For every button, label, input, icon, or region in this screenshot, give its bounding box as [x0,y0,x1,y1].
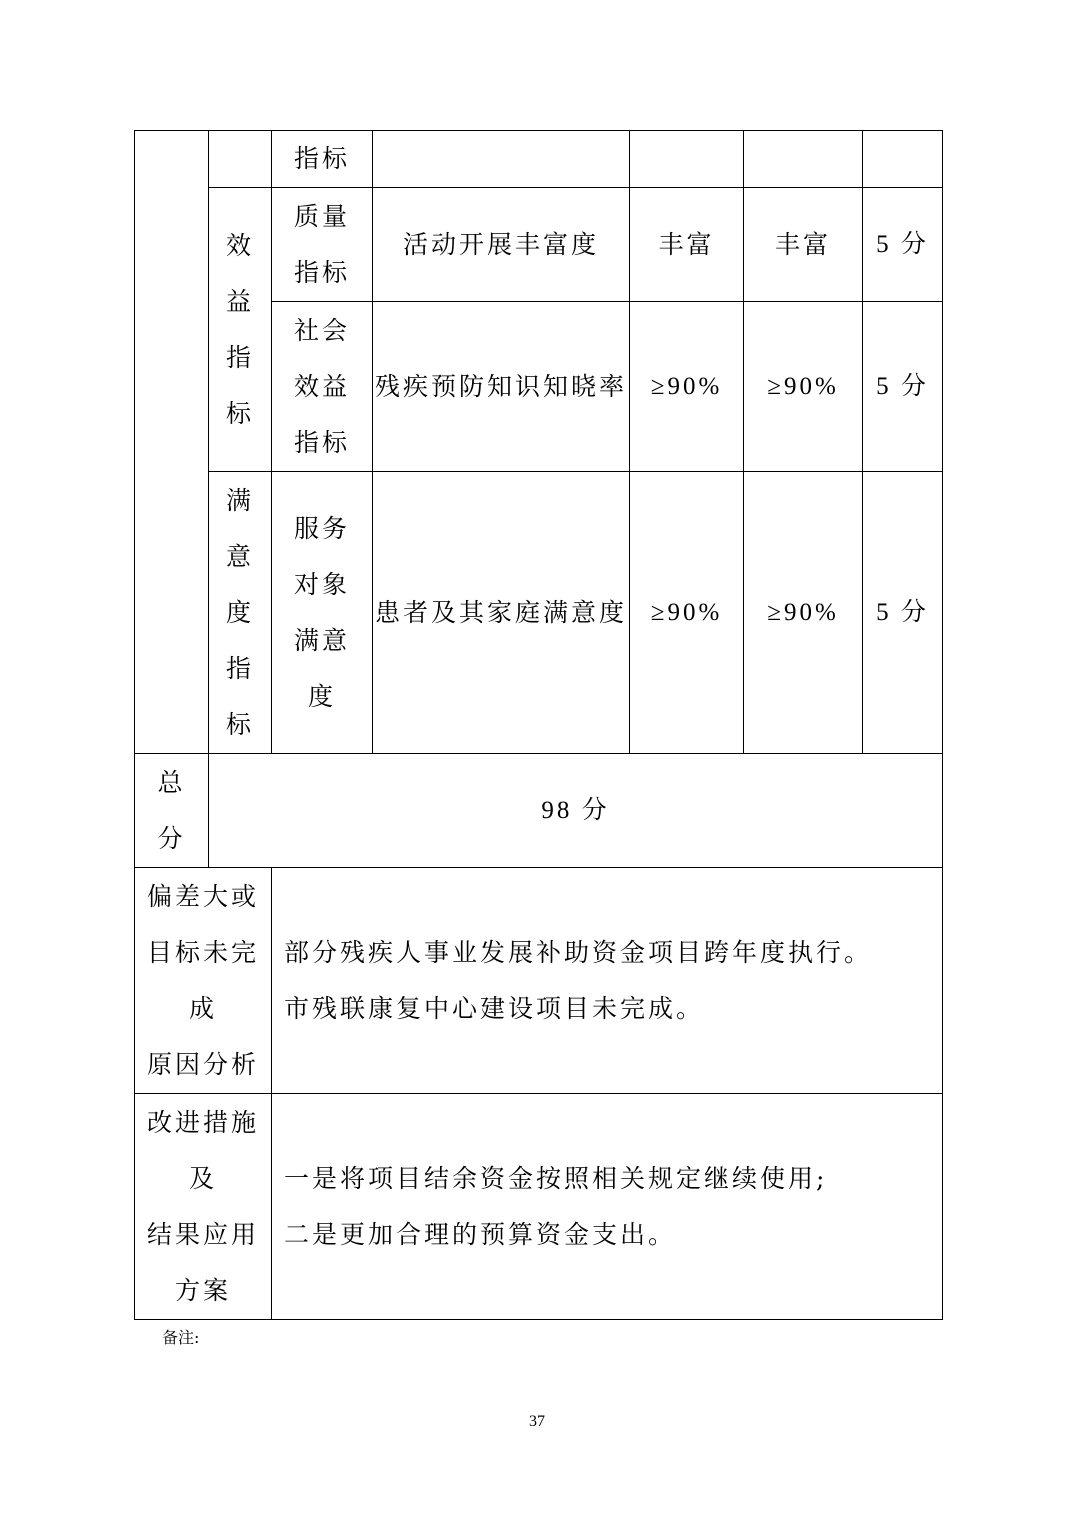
blank-cell [744,131,863,188]
stacked-text: 结果应用 [146,1219,259,1249]
stacked-text: 指 [225,342,254,372]
improvement-label-cell [135,1094,272,1320]
stacked-text: 意 [225,541,254,571]
sub-indicator-cell-satisfaction [272,472,373,754]
content-line: 二是更加合理的预算资金支出。 [284,1219,677,1249]
stacked-text: 及 [188,1163,217,1193]
content-line: 部分残疾人事业发展补助资金项目跨年度执行。 [284,937,873,967]
performance-table [134,130,943,1320]
deviation-content-cell [272,868,943,1094]
table-row [135,868,943,1094]
note-label: 备注: [162,1328,200,1347]
blank-cell [373,131,630,188]
stacked-text: 质量 [293,201,350,231]
stacked-text: 成 [188,993,217,1023]
stacked-text: 益 [225,286,254,316]
page-number: 37 [529,1413,545,1430]
stacked-text: 指 [225,653,254,683]
content-line: 市残联康复中心建设项目未完成。 [284,993,705,1023]
stacked-text: 标 [225,398,254,428]
stacked-text: 满意 [293,625,350,655]
actual-cell: ≥90% [744,472,863,754]
improvement-content-cell [272,1094,943,1320]
score-cell: 5 分 [863,302,943,472]
stacked-text: 总 [157,767,186,797]
stacked-text: 服务 [293,513,350,543]
actual-cell: ≥90% [744,302,863,472]
table-row [135,188,943,302]
sub-indicator-cell-quality [272,188,373,302]
score-cell: 5 分 [863,472,943,754]
stacked-text: 效 [225,230,254,260]
blank-cell [209,131,272,188]
sub-indicator-cell-social [272,302,373,472]
stacked-text: 社会 [293,315,350,345]
deviation-label-cell [135,868,272,1094]
score-cell: 5 分 [863,188,943,302]
category-cell-satisfaction [209,472,272,754]
total-value-cell: 98 分 [209,754,943,868]
stacked-text: 分 [157,823,186,853]
stacked-text: 满 [225,485,254,515]
target-cell: 丰富 [630,188,744,302]
stacked-text: 偏差大或 [146,881,259,911]
stacked-text: 目标未完 [146,937,259,967]
stacked-text: 方案 [174,1275,231,1305]
actual-cell: 丰富 [744,188,863,302]
stacked-text: 指标 [293,257,350,287]
target-cell: ≥90% [630,302,744,472]
total-label-cell [135,754,209,868]
blank-category-cell [135,131,209,754]
stacked-text: 标 [225,709,254,739]
stacked-text: 原因分析 [146,1049,259,1079]
table-row [135,472,943,754]
stacked-text: 度 [225,597,254,627]
category-cell-benefit [209,188,272,472]
indicator-cell: 活动开展丰富度 [373,188,630,302]
table-row [135,754,943,868]
stacked-text: 度 [307,681,336,711]
target-cell: ≥90% [630,472,744,754]
indicator-cell: 患者及其家庭满意度 [373,472,630,754]
table-row [135,1094,943,1320]
content-line: 一是将项目结余资金按照相关规定继续使用; [284,1163,828,1193]
stacked-text: 效益 [293,371,350,401]
sub-indicator-cell: 指标 [272,131,373,188]
stacked-text: 指标 [293,427,350,457]
stacked-text: 对象 [293,569,350,599]
indicator-cell: 残疾预防知识知晓率 [373,302,630,472]
stacked-text: 改进措施 [146,1107,259,1137]
blank-cell [863,131,943,188]
blank-cell [630,131,744,188]
table-row [135,131,943,188]
